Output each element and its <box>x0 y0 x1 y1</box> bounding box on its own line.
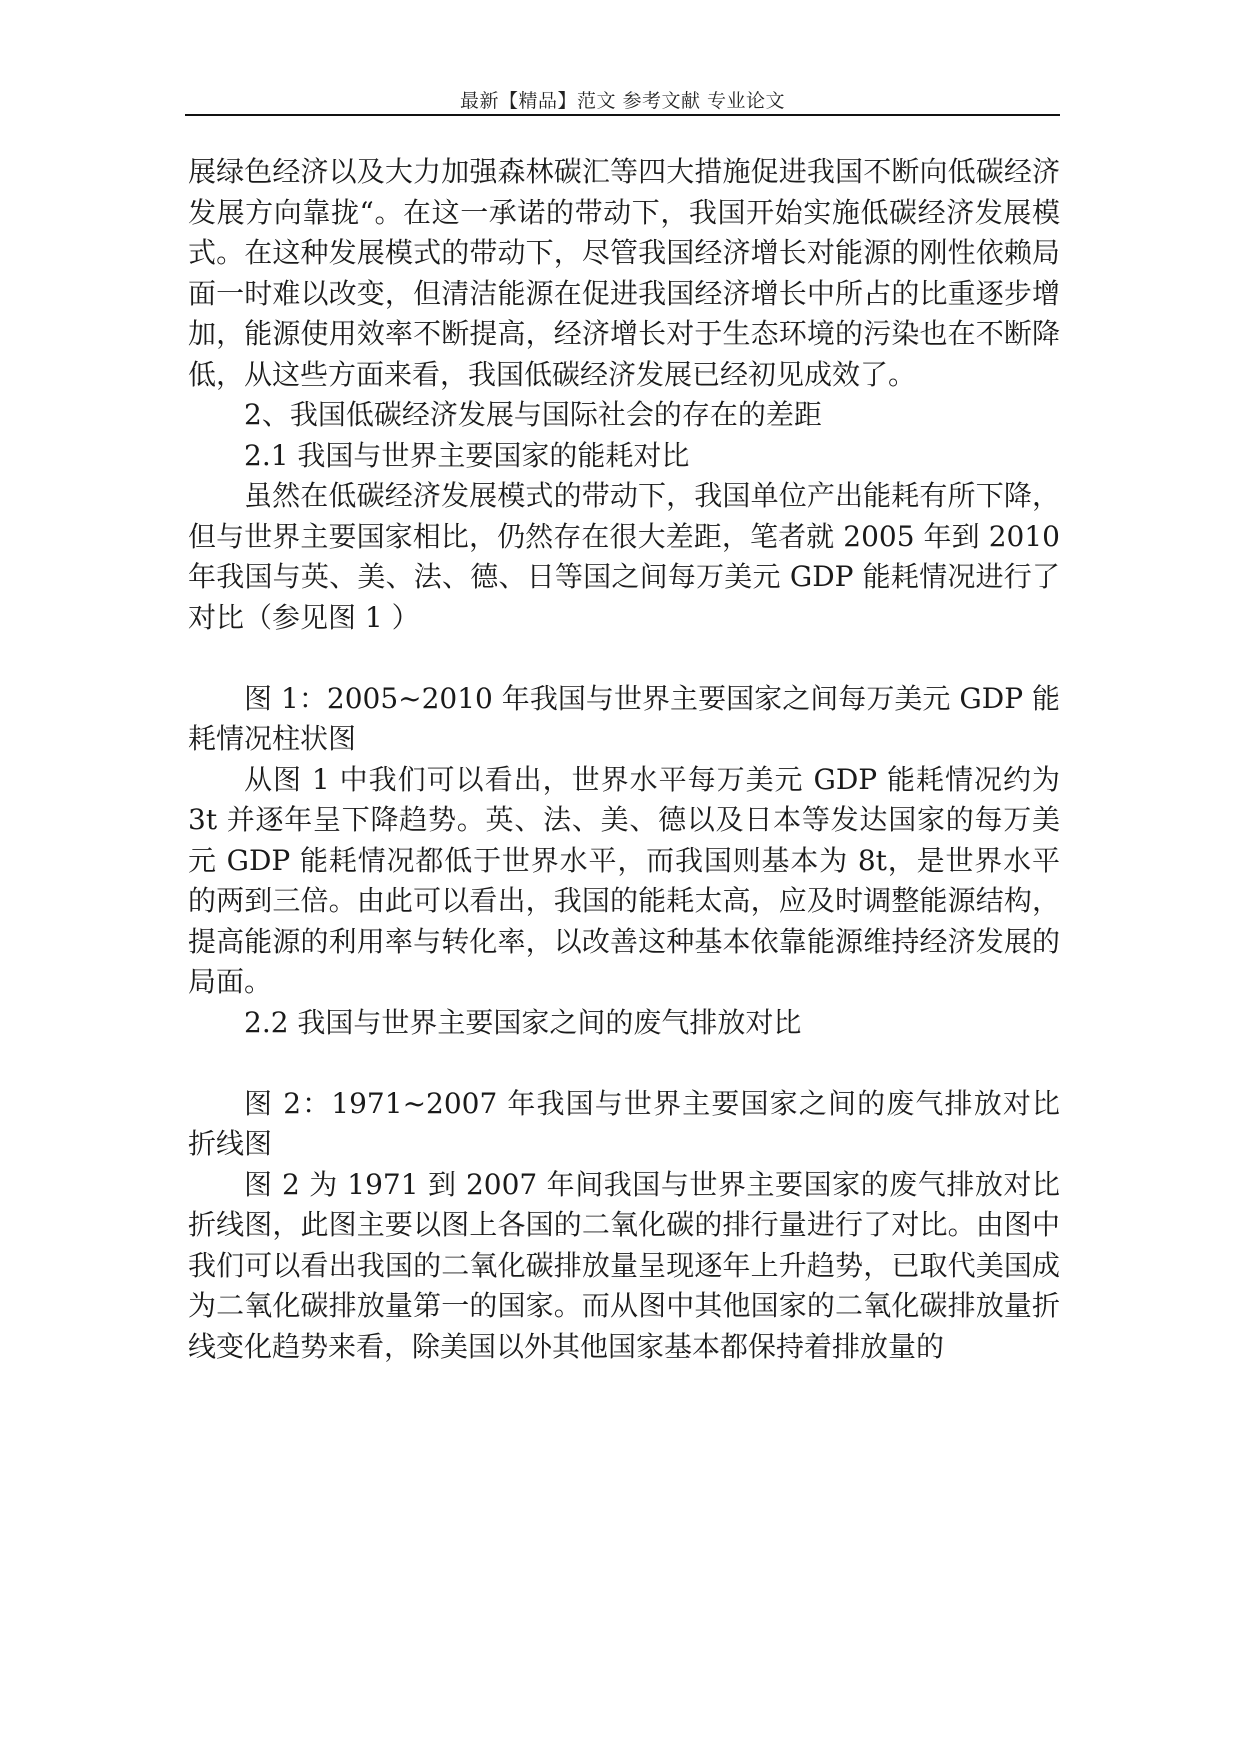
page-header: 最新【精品】范文 参考文献 专业论文 <box>459 90 786 112</box>
paragraph-continuation: 展绿色经济以及大力加强森林碳汇等四大措施促进我国不断向低碳经济发展方向靠拢“。在这一承诺的带动下，我国开始实施低碳经济发展模式。在这种发展模式的带动下，尽管我国经济增长对能源的刚性依赖局面一时难以改变，但清洁能源在促进我国经济增长中所占的比重逐步增加，能源使用效率不断提高，经济增长对于生态环境的污染也在不断降低，从这些方面来看，我国低碳经济发展已经初见成效了。 <box>188 155 1060 391</box>
subsection-heading-2-2: 2.2 我国与世界主要国家之间的废气排放对比 <box>244 1005 802 1039</box>
paragraph-figure-1-analysis: 从图 1 中我们可以看出，世界水平每万美元 GDP 能耗情况约为 3t 并逐年呈下降趋势。英、法、美、德以及日本等发达国家的每万美元 GDP 能耗情况都低于世界水平，而我国则基本为 8t，是世界水平的两到三倍。由此可以看出，我国的能耗太高，应及时调整能源结构，提高能源的利用率与转化率，以改善这种基本依靠能源维持经济发展的局面。 <box>188 762 1060 998</box>
document-body <box>188 152 1060 1367</box>
subsection-heading-2-1: 2.1 我国与世界主要国家的能耗对比 <box>244 438 690 472</box>
paragraph-figure-2-analysis: 图 2 为 1971 到 2007 年间我国与世界主要国家的废气排放对比折线图，此图主要以图上各国的二氧化碳的排行量进行了对比。由图中我们可以看出我国的二氧化碳排放量呈现逐年上升趋势，已取代美国成为二氧化碳排放量第一的国家。而从图中其他国家的二氧化碳排放量折线变化趋势来看，除美国以外其他国家基本都保持着排放量的 <box>188 1167 1060 1363</box>
figure-1-caption: 图 1：2005~2010 年我国与世界主要国家之间每万美元 GDP 能耗情况柱状图 <box>188 681 1060 755</box>
figure-2-caption: 图 2：1971~2007 年我国与世界主要国家之间的废气排放对比折线图 <box>188 1086 1060 1160</box>
header-divider <box>185 114 1060 116</box>
section-heading-2: 2、我国低碳经济发展与国际社会的存在的差距 <box>244 398 822 431</box>
paragraph-energy-comparison: 虽然在低碳经济发展模式的带动下，我国单位产出能耗有所下降，但与世界主要国家相比，仍然存在很大差距，笔者就 2005 年到 2010 年我国与英、美、法、德、日等国之间每万美元 GDP 能耗情况进行了对比（参见图 1 ） <box>188 479 1060 634</box>
